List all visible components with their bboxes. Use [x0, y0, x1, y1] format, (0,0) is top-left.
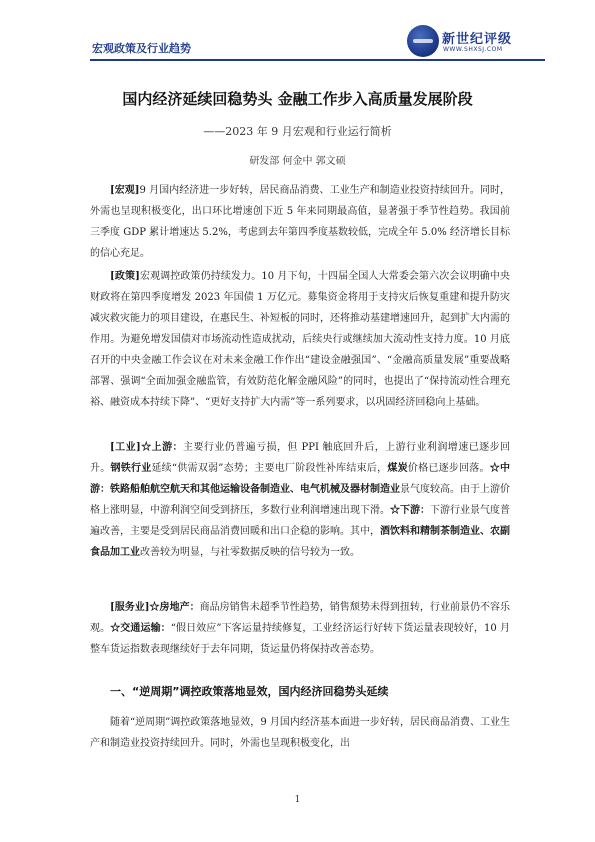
page-number: 1 — [294, 795, 301, 805]
downstream-label: ☆下游： — [390, 505, 430, 516]
document-subtitle: ——2023 年 9 月宏观和行业运行简析 — [203, 125, 392, 138]
paragraph-macro — [90, 180, 510, 264]
paragraph-services — [90, 597, 510, 660]
text-macro: 9 月国内经济进一步好转，居民商品消费、工业生产和制造业投资持续回升。同时，外需也呈现积极变化，出口环比增速创下近 5 年来同期最高值，显著强于季节性趋势。我国前三季度 GDP 累计增速达 5.2%，考虑到去年第四季度基数较低，完成全年 5.0% 经济增长目标的信心充足。 — [90, 185, 510, 259]
document-title: 国内经济延续回稳势头 金融工作步入高质量发展阶段 — [122, 90, 473, 108]
upstream-text-3: 价格已逐步回落。 — [407, 463, 490, 474]
paragraph-policy — [90, 266, 510, 413]
transport-text: “假日效应”下客运量持续修复，工业经济运行好转下货运量表现较好，10 月整车货运指数表现继续好于去年同期，货运量仍将保持改善态势。 — [90, 623, 511, 655]
steel-industry: 钢铁行业 — [110, 463, 152, 474]
paragraph-section1 — [90, 712, 510, 754]
header-divider — [90, 59, 545, 61]
midstream-label: ☆中游： — [90, 463, 511, 495]
downstream-text-2: 改善较为明显，与社零数据反映的信号较为一致。 — [140, 547, 360, 558]
document-authors: 研发部 何金中 郭文硕 — [249, 156, 346, 167]
logo-url: WWW.SHXSJ.COM — [443, 46, 503, 53]
company-logo — [407, 25, 537, 57]
upstream-text-1: 主要行业仍普遍亏损，但 PPI 触底回升后，上游行业利润增速已逐步回升。 — [90, 442, 511, 474]
globe-icon — [407, 25, 439, 57]
real-estate-text: 商品房销售未超季节性趋势，销售颓势未得到扭转，行业前景仍不容乐观。 — [90, 602, 511, 634]
text-policy: 宏观调控政策仍持续发力。10 月下旬，十四届全国人大常委会第六次会议明确中央财政将在第四季度增发 2023 年国债 1 万亿元。募集资金将用于支持灾后恢复重建和提升防灾减灾救灾能力的项目建设，在惠民生、补短板的同时，还将推动基建增速回升，起到扩大内需的作用。为避免增发国债对市场流动性造成扰动，后续央行或继续加大流动性支持力度。10 月底召开的中央金融工作会议在对未来金融工作作出“建设金融强国”、“金融高质量发展”重要战略部署、强调“全面加强金融监管，有效防范化解金融风险”的同时，也提出了“保持流动性合理充裕、融资成本持续下降”、“更好支持扩大内需”等一系列要求，以巩固经济回稳向上基础。 — [90, 271, 511, 408]
midstream-bold: 铁路船舶航空航天和其他运输设备制造业、电气机械及器材制造业 — [110, 484, 400, 495]
transport-label: ☆交通运输： — [110, 623, 171, 634]
upstream-text-2: 延续“供需双弱”态势；主要电厂阶段性补库结束后， — [151, 463, 388, 474]
downstream-bold: 酒饮料和精制茶制造业、农副食品加工业 — [90, 526, 510, 558]
section-heading: 一、“逆周期”调控政策落地显效，国内经济回稳势头延续 — [110, 685, 389, 698]
real-estate-label: ☆房地产： — [149, 602, 200, 613]
header-title: 宏观政策及行业趋势 — [92, 42, 191, 55]
tag-policy: [政策] — [110, 271, 140, 282]
coal-industry: 煤炭 — [387, 463, 408, 474]
text-section1: 随着“逆周期”调控政策落地显效，9 月国内经济基本面进一步好转，居民商品消费、工业生产和制造业投资持续回升。同时，外需也呈现积极变化，出 — [90, 717, 510, 749]
paragraph-industry — [90, 437, 510, 563]
tag-services: [服务业] — [110, 602, 150, 613]
downstream-text-1: 下游行业景气度普遍改善，主要是受到居民商品消费回暖和出口企稳的影响。其中， — [90, 505, 510, 537]
tag-industry: [工业] — [110, 442, 141, 453]
midstream-text: 景气度较高。由于上游价格上涨明显，中游利润空间受到挤压，多数行业利润增速出现下滑。 — [90, 484, 510, 516]
logo-name: 新世纪评级 — [442, 32, 513, 47]
page-header — [0, 0, 595, 66]
tag-macro: [宏观] — [110, 185, 140, 196]
upstream-label: ☆上游： — [140, 442, 184, 453]
